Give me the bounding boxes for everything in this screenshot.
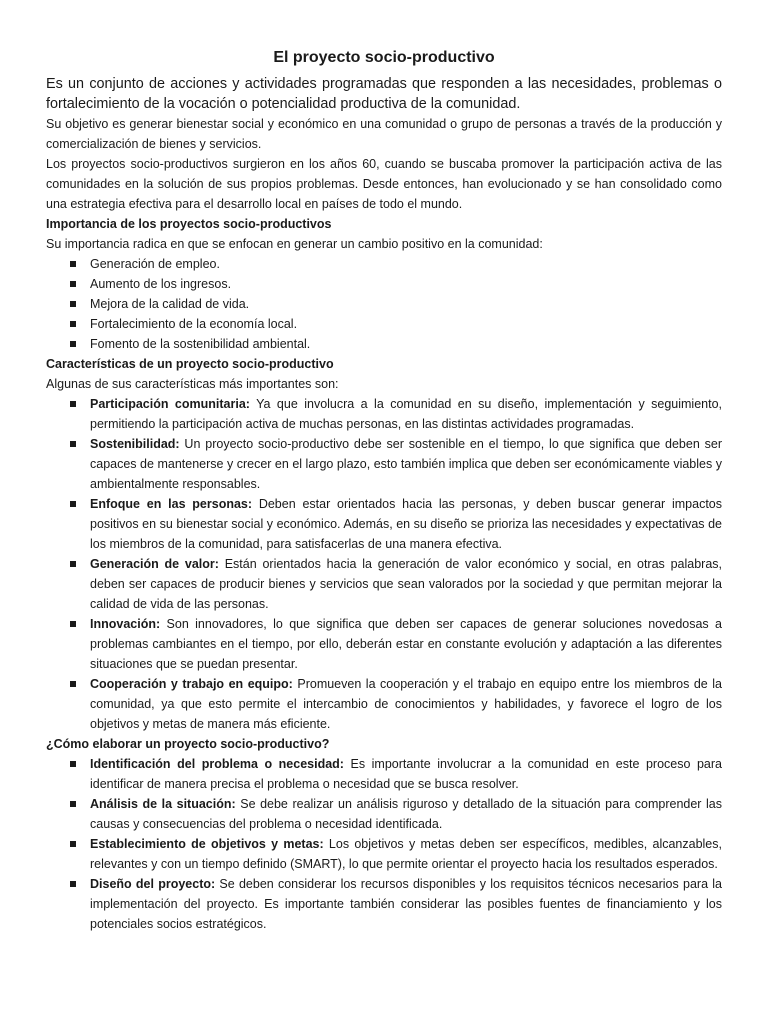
importance-list xyxy=(46,254,722,354)
importance-heading: Importancia de los proyectos socio-productivos xyxy=(46,217,332,231)
list-item xyxy=(90,754,722,794)
importance-lead: Su importancia radica en que se enfocan en generar un cambio positivo en la comunidad: xyxy=(46,237,543,251)
item-text: Se deben considerar los recursos disponibles y los requisitos técnicos necesarios para la implementación del proyecto. Es importante también considerar las posibles fuentes de financiamiento y los potenciales socios estratégicos. xyxy=(90,877,722,931)
document-title: El proyecto socio-productivo xyxy=(273,49,495,66)
intro-paragraph: Es un conjunto de acciones y actividades programadas que responden a las necesidades, problemas o fortalecimiento de la vocación o potencialidad productiva de la comunidad. xyxy=(46,76,722,112)
list-item: Mejora de la calidad de vida. xyxy=(90,294,722,314)
list-item xyxy=(90,614,722,674)
howto-heading: ¿Cómo elaborar un proyecto socio-productivo? xyxy=(46,737,330,751)
item-term: Identificación del problema o necesidad: xyxy=(90,757,344,771)
list-item: Fortalecimiento de la economía local. xyxy=(90,314,722,334)
item-text: Un proyecto socio-productivo debe ser sostenible en el tiempo, lo que significa que deben ser capaces de mantenerse y crecer en el largo plazo, esto también implica que deben ser económicamente viables y ambientalmente responsables. xyxy=(90,437,722,491)
item-text: Deben estar orientados hacia las personas, y deben buscar generar impactos positivos en su bienestar social y económico. Además, en su diseño se prioriza las necesidades y expectativas de los miembros de la comunidad, para satisfacerlas de una manera efectiva. xyxy=(90,497,722,551)
item-text: Los objetivos y metas deben ser específicos, medibles, alcanzables, relevantes y con un tiempo definido (SMART), lo que permite orientar el proyecto hacia los resultados esperados. xyxy=(90,837,722,871)
item-text: Promueven la cooperación y el trabajo en equipo entre los miembros de la comunidad, ya que esto permite el intercambio de conocimientos y habilidades, y favorece el logro de los objetivos y metas de manera más eficiente. xyxy=(90,677,723,731)
list-item xyxy=(90,874,722,934)
list-item xyxy=(90,434,722,494)
list-item xyxy=(90,834,722,874)
item-term: Generación de valor: xyxy=(90,557,219,571)
item-term: Participación comunitaria: xyxy=(90,397,250,411)
list-item xyxy=(90,794,722,834)
objective-paragraph: Su objetivo es generar bienestar social y económico en una comunidad o grupo de personas a través de la producción y comercialización de bienes y servicios. xyxy=(46,117,722,151)
item-term: Enfoque en las personas: xyxy=(90,497,253,511)
item-term: Cooperación y trabajo en equipo: xyxy=(90,677,293,691)
item-text: Ya que involucra a la comunidad en su diseño, implementación y seguimiento, permitiendo la participación activa de muchas personas, en las distintas actividades programadas. xyxy=(90,397,722,431)
list-item: Aumento de los ingresos. xyxy=(90,274,722,294)
list-item xyxy=(90,394,722,434)
characteristics-lead: Algunas de sus características más importantes son: xyxy=(46,377,339,391)
item-term: Sostenibilidad: xyxy=(90,437,180,451)
item-text: Es importante involucrar a la comunidad en este proceso para identificar de manera precisa el problema o necesidad que se busca resolver. xyxy=(90,757,722,791)
item-term: Análisis de la situación: xyxy=(90,797,236,811)
list-item xyxy=(90,494,722,554)
item-term: Innovación: xyxy=(90,617,161,631)
list-item xyxy=(90,554,722,614)
item-text: Se debe realizar un análisis riguroso y detallado de la situación para comprender las causas y consecuencias del problema o necesidad identificada. xyxy=(90,797,723,831)
item-term: Establecimiento de objetivos y metas: xyxy=(90,837,324,851)
list-item xyxy=(90,674,722,734)
item-text: Son innovadores, lo que significa que deben ser capaces de generar soluciones novedosas a problemas cambiantes en el tiempo, por ello, deberán estar en constante evolución y adaptación a las diferentes situaciones que se puedan presentar. xyxy=(90,617,722,671)
characteristics-list xyxy=(46,394,722,734)
howto-list xyxy=(46,754,722,934)
history-paragraph: Los proyectos socio-productivos surgieron en los años 60, cuando se buscaba promover la participación activa de las comunidades en la solución de sus propios problemas. Desde entonces, han evolucionado y se han consolidado como una estrategia efectiva para el desarrollo local en países de todo el mundo. xyxy=(46,157,722,211)
list-item: Generación de empleo. xyxy=(90,254,722,274)
characteristics-heading: Características de un proyecto socio-productivo xyxy=(46,357,334,371)
item-term: Diseño del proyecto: xyxy=(90,877,216,891)
item-text: Están orientados hacia la generación de valor económico y social, en otras palabras, deben ser capaces de producir bienes y servicios que sean valorados por la sociedad y que permitan mejorar la calidad de vida de las personas. xyxy=(90,557,722,611)
list-item: Fomento de la sostenibilidad ambiental. xyxy=(90,334,722,354)
